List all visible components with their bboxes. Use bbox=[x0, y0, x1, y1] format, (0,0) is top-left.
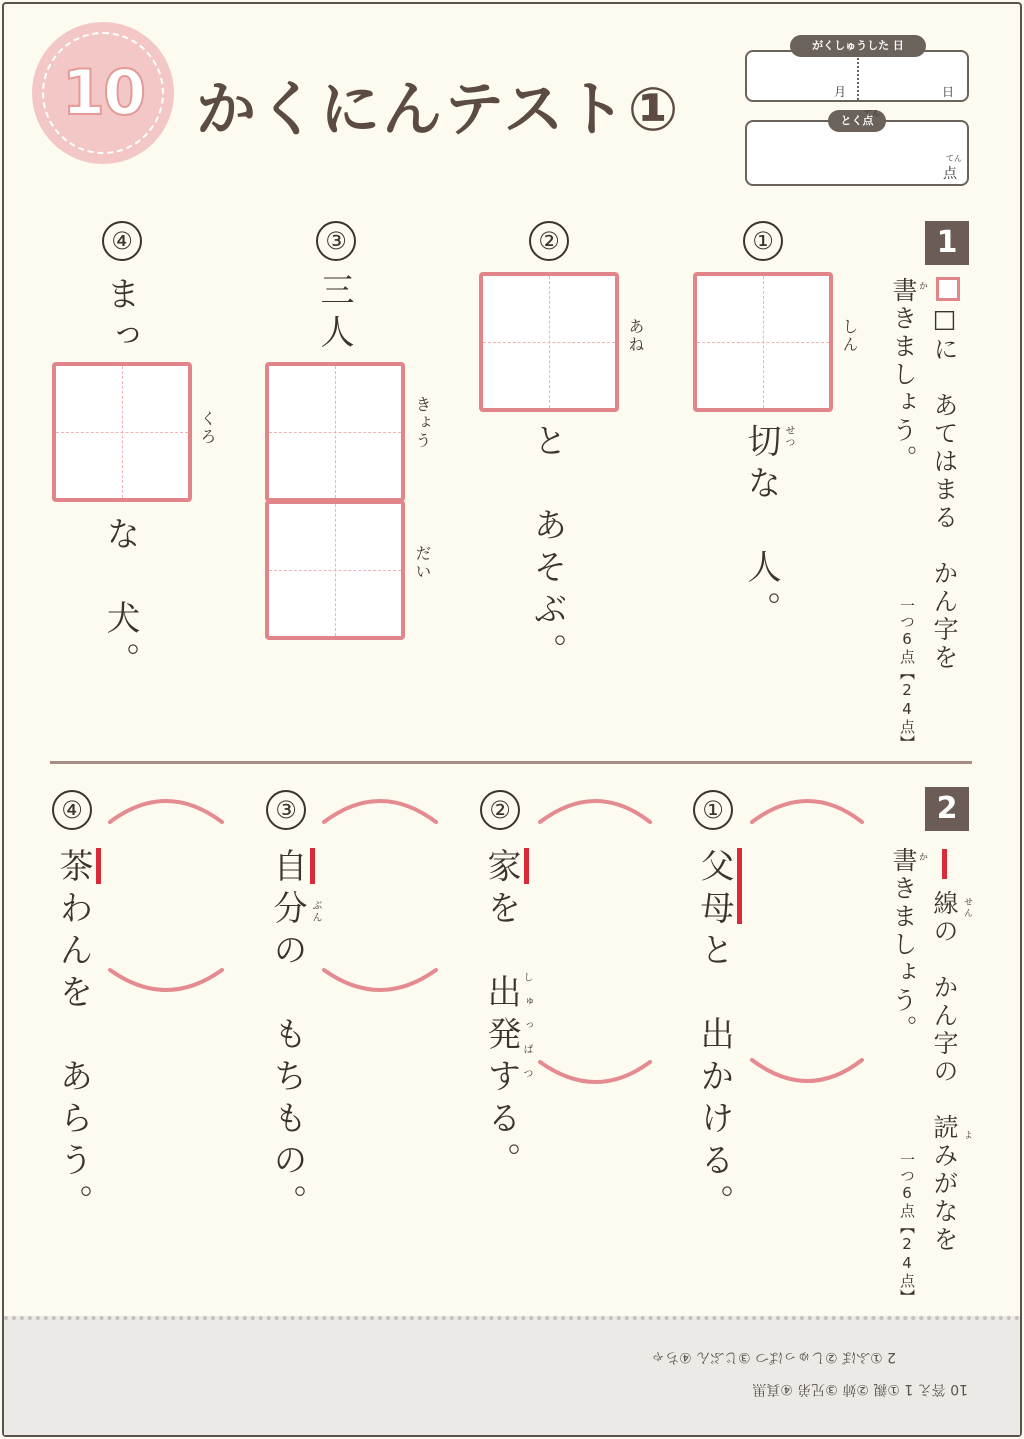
section1-instruction-2: 書きましょう。 bbox=[889, 277, 918, 473]
q1-1-answer-box[interactable] bbox=[693, 272, 833, 412]
section2-furigana-sen: せん bbox=[962, 897, 972, 919]
q2-2-text: 家を 出発する。 bbox=[481, 848, 521, 1184]
q2-2-answer-area[interactable] bbox=[540, 825, 650, 1035]
score-label: とく点 bbox=[828, 110, 886, 132]
q2-1-text: 父母と 出かける。 bbox=[694, 848, 734, 1226]
q2-3-furigana: ぶん bbox=[310, 900, 321, 924]
q1-3-furigana-2: だい bbox=[413, 545, 432, 581]
q2-1-number: ① bbox=[693, 790, 733, 830]
q2-3-answer-area[interactable] bbox=[324, 825, 434, 975]
date-divider bbox=[857, 58, 859, 100]
section2-instruction-2: 書きましょう。 bbox=[889, 847, 918, 1043]
answers-line-2: 2 ①ふぼ ②しゅっぱつ ③じぶん ④ちゃ bbox=[651, 1349, 896, 1365]
q1-3-answer-box-1[interactable] bbox=[265, 362, 405, 502]
q1-1-after-furigana: せつ bbox=[783, 425, 794, 449]
q2-1-answer-area[interactable] bbox=[750, 825, 860, 1035]
section1-instruction-furigana: か bbox=[917, 281, 927, 292]
section1-number: 1 bbox=[925, 221, 969, 265]
section1-points: 一つ6点【24点】 bbox=[898, 598, 916, 751]
q1-1-furigana: しん bbox=[840, 318, 859, 354]
section2-furigana-ka: か bbox=[917, 852, 927, 863]
blank-square-icon bbox=[936, 277, 960, 301]
q1-3-furigana-1: きょう bbox=[413, 396, 432, 450]
answers-line-1: 10 答え 1 ①親 ②姉 ③兄弟 ④真黒 bbox=[752, 1381, 968, 1397]
date-label: がくしゅうした 日 bbox=[790, 35, 926, 57]
q2-4-underline bbox=[96, 848, 101, 884]
section2-furigana-yo: よ bbox=[962, 1130, 972, 1141]
page-frame bbox=[2, 2, 1022, 1437]
q1-4-furigana: くろ bbox=[198, 410, 217, 446]
q1-2-answer-box[interactable] bbox=[479, 272, 619, 412]
section2-points: 一つ6点【24点】 bbox=[898, 1152, 916, 1305]
q2-1-underline bbox=[737, 848, 742, 924]
q1-3-number: ③ bbox=[316, 221, 356, 261]
q1-1-text: 切な 人。 bbox=[741, 423, 781, 633]
day-label: 日 bbox=[942, 85, 955, 99]
answer-strip-border bbox=[4, 1316, 1020, 1320]
points-unit-furigana: てん bbox=[946, 154, 962, 163]
q2-3-underline bbox=[310, 848, 315, 884]
q2-3-text: 自分の もちもの。 bbox=[267, 848, 307, 1226]
answer-strip bbox=[4, 1316, 1020, 1435]
points-unit: 点 bbox=[943, 166, 957, 182]
q2-4-text: 茶わんを あらう。 bbox=[53, 848, 93, 1226]
q1-3-text: 三人 bbox=[314, 272, 354, 356]
q2-3-number: ③ bbox=[266, 790, 306, 830]
month-label: 月 bbox=[834, 85, 847, 99]
q1-4-before: まっ bbox=[100, 276, 140, 360]
unit-number: 10 bbox=[61, 56, 145, 129]
underline-mark-icon bbox=[942, 849, 947, 879]
q1-2-number: ② bbox=[529, 221, 569, 261]
section2-instruction: 線の かん字の 読みがなを bbox=[930, 890, 959, 1254]
q1-4-answer-box[interactable] bbox=[52, 362, 192, 502]
q2-2-number: ② bbox=[480, 790, 520, 830]
q2-4-number: ④ bbox=[52, 790, 92, 830]
q2-4-answer-area[interactable] bbox=[110, 825, 220, 975]
page-title: かくにんテスト① bbox=[196, 75, 681, 145]
section2-number: 2 bbox=[925, 787, 969, 831]
q1-2-text: と あそぶ。 bbox=[527, 423, 567, 675]
q1-4-after: な 犬。 bbox=[100, 516, 140, 684]
q1-3-answer-box-2[interactable] bbox=[265, 500, 405, 640]
q2-2-underline bbox=[524, 848, 529, 884]
q1-4-number: ④ bbox=[102, 221, 142, 261]
q2-2-furigana: しゅっぱつ bbox=[521, 972, 532, 1092]
section-divider bbox=[50, 761, 972, 764]
q1-2-furigana: あね bbox=[626, 318, 645, 354]
q1-1-number: ① bbox=[743, 221, 783, 261]
section1-instruction: □に あてはまる かん字を bbox=[930, 304, 959, 672]
score-furigana: てん bbox=[864, 109, 880, 118]
